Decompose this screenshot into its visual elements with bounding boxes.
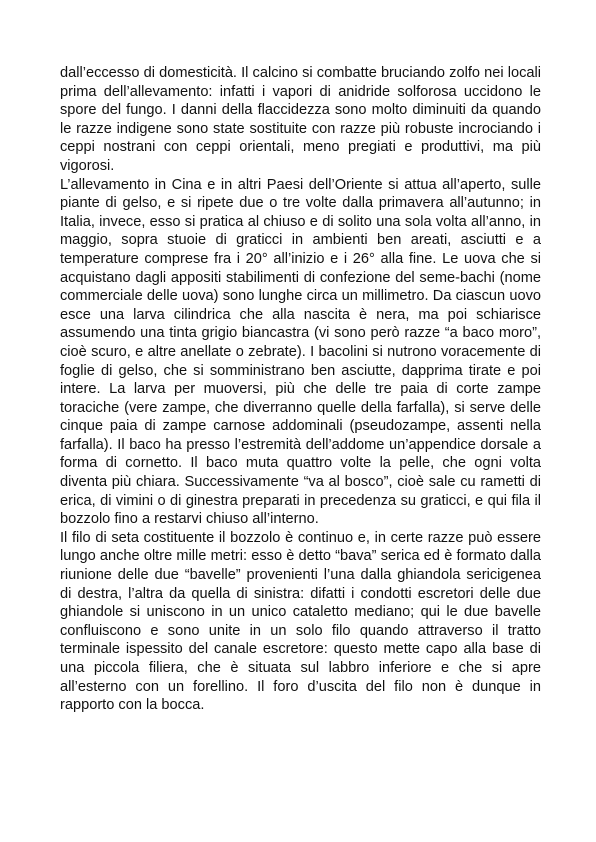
paragraph-silk-thread: Il filo di seta costituente il bozzolo è continuo e, in certe razze può essere lungo anche oltre mille metri: esso è detto “bava” serica ed è formato dalla riunione delle due “bavelle” provenienti l’una dalla ghiandola sericigenea di destra, l’altra da quella di sinistra: difatti i condotti escretori delle due ghiandole si uniscono in un unico cataletto mediano; qui le due bavelle confluiscono e sono unite in un solo filo quando attraverso il tratto terminale ispessito del canale escretore: questo mette capo alla base di una piccola filiera, che è situata sul labbro inferiore e che si apre all’esterno con un forellino. Il foro d’uscita del filo non è dunque in rapporto con la bocca. (60, 529, 541, 714)
paragraph-silkworm-rearing: L’allevamento in Cina e in altri Paesi dell’Oriente si attua all’aperto, sulle piante di gelso, e si ripete due o tre volte dalla primavera all’autunno; in Italia, invece, esso si pratica al chiuso e di solito una sola volta all’anno, in maggio, sopra stuoie di graticci in ambienti ben areati, asciutti e a temperature comprese fra i 20° all’inizio e i 26° alla fine. Le uova che si acquistano dagli appositi stabilimenti di confezione del seme-bachi (nome commerciale delle uova) sono lunghe circa un millimetro. Da ciascun uovo esce una larva cilindrica che alla nascita è nera, ma poi schiarisce assumendo una tinta grigio biancastra (vi sono però razze “a baco moro”, cioè scuro, e altre anellate o zebrate). I bacolini si nutrono voracemente di foglie di gelso, che si somministrano ben asciutte, dapprima tirate e poi intere. La larva per muoversi, più che delle tre paia di corte zampe toraciche (vere zampe, che diverranno quelle della farfalla), si serve delle cinque paia di zampe carnose addominali (pseudozampe, assenti nella farfalla). Il baco ha presso l’estremità dell’addome un’appendice dorsale a forma di cornetto. Il baco muta quattro volte la pelle, che ogni volta diventa più chiara. Successivamente “va al bosco”, cioè sale cu rametti di erica, di vimini o di ginestra preparati in precedenza su graticci, e qui fila il bozzolo fino a restarvi chiuso all’interno. (60, 176, 541, 528)
paragraph-silk-diseases: dall’eccesso di domesticità. Il calcino si combatte bruciando zolfo nei locali prima dell’allevamento: infatti i vapori di anidride solforosa uccidono le spore del fungo. I danni della flaccidezza sono molto diminuiti da quando le razze indigene sono state sostituite con razze più robuste incrociando i ceppi nostrani con ceppi orientali, meno pregiati e produttivi, ma più vigorosi. (60, 65, 541, 174)
document-body (60, 64, 541, 715)
